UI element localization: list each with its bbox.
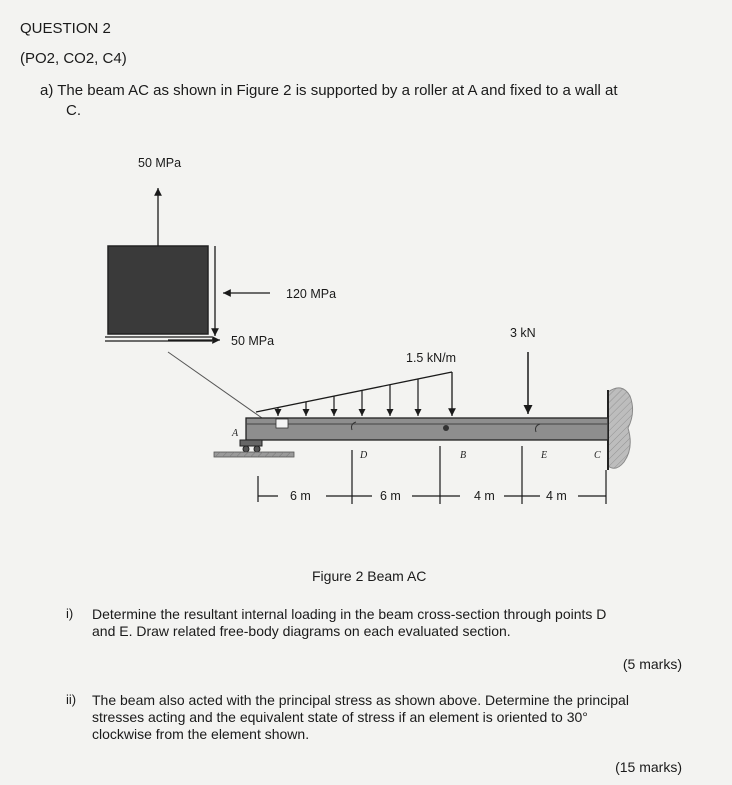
beam-ac	[246, 418, 608, 440]
distributed-load-label: 1.5 kN/m	[406, 351, 457, 365]
stress-element	[105, 156, 336, 418]
point-d-label: D	[360, 450, 368, 461]
leader-line	[168, 352, 262, 418]
dim-label-2: 6 m	[380, 489, 401, 503]
part-a-text-line2: C.	[66, 102, 81, 119]
point-a-label: A	[232, 428, 239, 439]
stress-bottom-label: 50 MPa	[231, 334, 275, 348]
stress-shear-label: 120 MPa	[286, 287, 337, 301]
sub-question-2-marks: (15 marks)	[615, 759, 682, 775]
stress-top-label: 50 MPa	[138, 156, 182, 170]
part-a-text-line1: a) The beam AC as shown in Figure 2 is supported by a roller at A and fixed to a wall at	[40, 82, 618, 99]
sub-question-2-line2: stresses acting and the equivalent state of stress if an element is oriented to 30°	[92, 709, 588, 725]
dim-label-4: 4 m	[546, 489, 567, 503]
point-load-label: 3 kN	[510, 326, 536, 340]
element-marker	[276, 419, 288, 428]
stress-element-block	[108, 246, 208, 334]
sub-question-2-line3: clockwise from the element shown.	[92, 726, 310, 742]
sub-question-1-number: i)	[66, 606, 74, 621]
course-outcome-codes: (PO2, CO2, C4)	[20, 50, 127, 67]
sub-question-1-marks: (5 marks)	[622, 656, 682, 672]
point-b-label: B	[460, 450, 467, 461]
point-b-marker	[443, 425, 449, 431]
point-e-label: E	[541, 450, 548, 461]
sub-question-1-line2: and E. Draw related free-body diagrams on each evaluated section.	[92, 623, 511, 639]
sub-question-1-line1: Determine the resultant internal loading in the beam cross-section through points D	[92, 606, 607, 622]
dim-label-1: 6 m	[290, 489, 311, 503]
dim-label-3: 4 m	[474, 489, 495, 503]
sub-question-2-line1: The beam also acted with the principal stress as shown above. Determine the principal	[92, 692, 629, 708]
question-title: QUESTION 2	[20, 20, 111, 37]
point-load	[510, 326, 536, 414]
distributed-load	[256, 351, 456, 416]
sub-question-2-number: ii)	[66, 692, 77, 707]
fixed-wall	[608, 388, 633, 470]
point-c-label: C	[594, 450, 601, 461]
figure-caption: Figure 2 Beam AC	[312, 568, 427, 584]
